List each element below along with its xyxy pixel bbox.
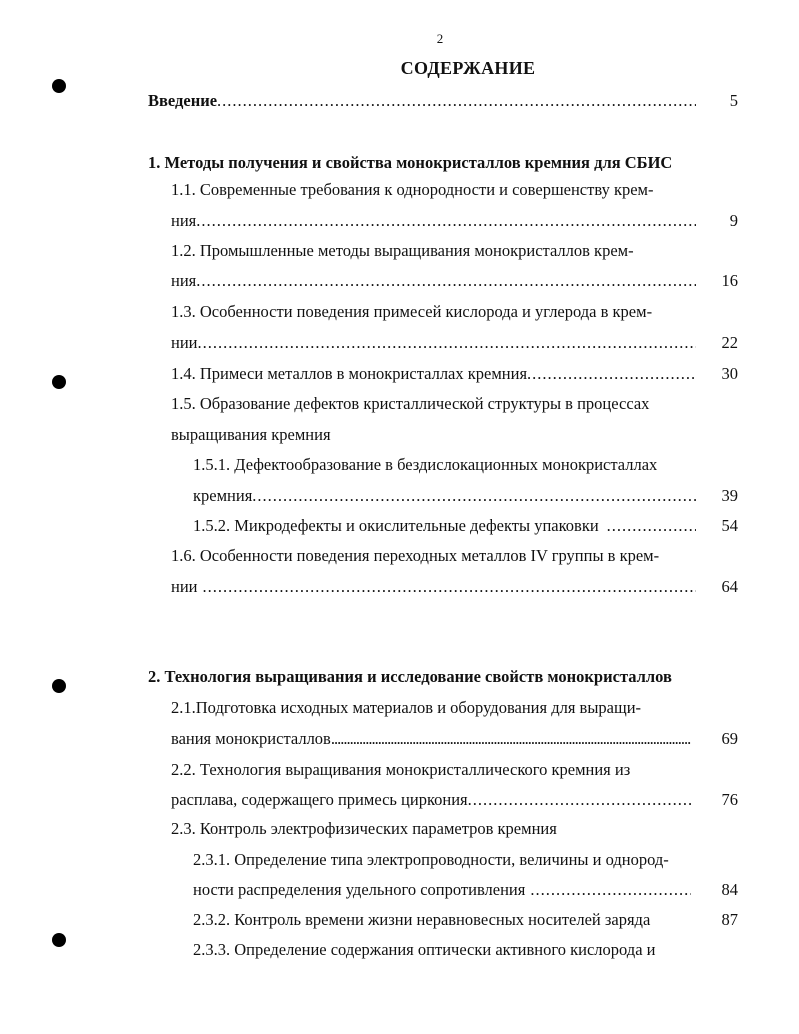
toc-2-3-1-page: 84 <box>721 880 738 899</box>
leader-dots <box>599 516 696 536</box>
punch-hole-2 <box>52 375 66 389</box>
toc-1-1-line1[interactable]: 1.1. Современные требования к однородности и совершенству крем- <box>171 180 654 199</box>
toc-1-5-1-page: 39 <box>721 486 738 505</box>
toc-entry-1-3[interactable] <box>171 333 696 353</box>
chapter-1-heading[interactable]: 1. Методы получения и свойства монокристаллов кремния для СБИС <box>148 153 673 172</box>
toc-2-1-line2: вания монокристаллов <box>171 729 331 748</box>
toc-1-3-line1[interactable]: 1.3. Особенности поведения примесей кислорода и углерода в крем- <box>171 302 653 321</box>
toc-2-3-1-line1[interactable]: 2.3.1. Определение типа электропроводности, величины и однород- <box>193 850 669 869</box>
leader-dots <box>468 790 691 810</box>
chapter-2-heading[interactable]: 2. Технология выращивания и исследование свойств монокристаллов <box>148 667 672 686</box>
toc-1-2-line1[interactable]: 1.2. Промышленные методы выращивания монокристаллов крем- <box>171 241 634 260</box>
toc-entry-2-3-1[interactable] <box>193 880 691 900</box>
toc-1-2-line2: ния <box>171 271 197 290</box>
toc-2-3-3-line1[interactable]: 2.3.3. Определение содержания оптически активного кислорода и <box>193 940 656 959</box>
toc-entry-2-2[interactable] <box>171 790 691 810</box>
leader-dots <box>217 91 696 111</box>
toc-entry-1-6[interactable] <box>171 577 696 597</box>
toc-2-2-page: 76 <box>721 790 738 809</box>
leader-dots <box>196 211 696 231</box>
toc-entry-1-1[interactable] <box>171 211 696 231</box>
leader-dots <box>198 577 697 597</box>
toc-2-3-1-line2: ности распределения удельного сопротивления <box>193 880 526 899</box>
toc-entry-1-2[interactable] <box>171 271 696 291</box>
toc-1-5-1-line1[interactable]: 1.5.1. Дефектообразование в бездислокационных монокристаллах <box>193 455 658 474</box>
toc-1-5-2-page: 54 <box>721 516 738 535</box>
toc-1-6-line2: нии <box>171 577 198 596</box>
toc-2-3-line1[interactable]: 2.3. Контроль электрофизических параметров кремния <box>171 819 557 838</box>
toc-1-6-page: 64 <box>721 577 738 596</box>
toc-1-3-line2: нии <box>171 333 198 352</box>
toc-2-3-2-page: 87 <box>721 910 738 929</box>
toc-1-4-line1: 1.4. Примеси металлов в монокристаллах кремния <box>171 364 528 383</box>
page-title: СОДЕРЖАНИЕ <box>400 58 536 78</box>
toc-1-5-line1[interactable]: 1.5. Образование дефектов кристаллической структуры в процессах <box>171 394 650 413</box>
toc-2-3-2-line1[interactable]: 2.3.2. Контроль времени жизни неравновесных носителей заряда <box>193 910 651 929</box>
toc-1-5-2-line1: 1.5.2. Микродефекты и окислительные дефекты упаковки <box>193 516 599 535</box>
leader-dots <box>196 271 696 291</box>
leader-dots <box>527 364 696 384</box>
toc-1-6-line1[interactable]: 1.6. Особенности поведения переходных металлов IV группы в крем- <box>171 546 660 565</box>
toc-1-5-1-line2: кремния <box>193 486 253 505</box>
toc-1-2-page: 16 <box>721 271 738 290</box>
leader-dots <box>252 486 696 506</box>
toc-1-4-page: 30 <box>721 364 738 383</box>
toc-1-5-line2[interactable]: выращивания кремния <box>171 425 331 444</box>
punch-hole-4 <box>52 933 66 947</box>
toc-1-1-page: 9 <box>729 211 738 230</box>
toc-entry-intro[interactable] <box>148 91 696 111</box>
toc-2-2-line1[interactable]: 2.2. Технология выращивания монокристаллического кремния из <box>171 760 631 779</box>
toc-entry-1-4[interactable] <box>171 364 696 384</box>
toc-intro-page: 5 <box>729 91 738 110</box>
leader-dots <box>525 880 691 900</box>
toc-1-1-line2: ния <box>171 211 197 230</box>
toc-1-3-page: 22 <box>721 333 738 352</box>
punch-hole-1 <box>52 79 66 93</box>
toc-entry-1-5-2[interactable] <box>193 516 696 536</box>
toc-entry-1-5-1[interactable] <box>193 486 696 506</box>
toc-2-1-line1[interactable]: 2.1.Подготовка исходных материалов и оборудования для выращи- <box>171 698 642 717</box>
page-number: 2 <box>436 31 444 46</box>
toc-2-2-line2: расплава, содержащего примесь циркония <box>171 790 468 809</box>
punch-hole-3 <box>52 679 66 693</box>
leader-dots <box>198 333 697 353</box>
toc-2-1-page: 69 <box>721 729 738 748</box>
leader-dots <box>331 729 691 749</box>
toc-entry-2-1[interactable] <box>171 729 691 749</box>
toc-intro-label: Введение <box>148 91 218 110</box>
